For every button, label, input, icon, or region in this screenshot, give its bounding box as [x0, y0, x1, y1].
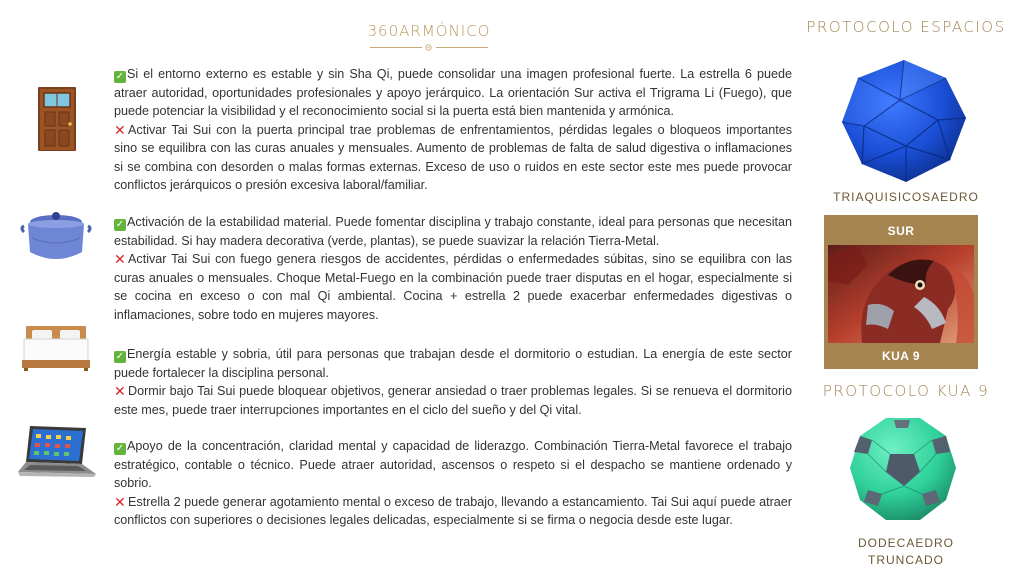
cross-mark-icon: ✕: [114, 251, 126, 267]
triakis-icosahedron-image: [838, 56, 970, 186]
negative-text: Activar Tai Sui con fuego genera riesgos de accidentes, pérdidas o enfermedades súbitas, sino se equilibra con las curas anuales o mensuales. Choque Metal-Fuego en la combinación puede traer disputas en el hogar, especialmente si se cocina en exceso o con mal Qi ambiental. Cocina + estrella 2 puede exacerbar enfermedades digestivas o inflamaciones, sobre todo en mujeres mayores.: [114, 252, 792, 322]
positive-paragraph: [114, 345, 792, 382]
positive-text: Activación de la estabilidad material. Puede fomentar disciplina y trabajo constante, ideal para personas que necesitan estabilidad. Si hay madera decorativa (verde, plantas), se puede suavizar la relación Tierra-Metal.: [114, 215, 792, 248]
positive-text: Apoyo de la concentración, claridad mental y capacidad de liderazgo. Combinación Tierra-Metal favorece el trabajo estratégico, contable o técnico. Puede atraer autoridad, ascensos o respeto si el despacho se mantiene ordenado y sobrio.: [114, 439, 792, 490]
positive-text: Energía estable y sobria, útil para personas que trabajan desde el dormitorio o estudian. La energía de este sector puede fortalecer la disciplina personal.: [114, 347, 792, 380]
positive-text: Si el entorno externo es estable y sin Sha Qi, puede consolidar una imagen profesional fuerte. La estrella 6 puede atraer autoridad, oportunidades profesionales y apoyo jerárquico. La orientación Sur activa el Trigrama Li (Fuego), que puede potenciar la visibilidad y el reconocimiento social si la puerta está bien mantenida y armónica.: [114, 67, 792, 118]
positive-paragraph: [114, 65, 792, 121]
section-door: [114, 65, 792, 195]
negative-text: Dormir bajo Tai Sui puede bloquear objetivos, generar ansiedad o traer problemas legales. Si se renueva el dormitorio este mes, puede traer interrupciones importantes en el ciclo del sueño y del Qi vital.: [114, 384, 792, 417]
door-icon: [37, 86, 77, 152]
section-kitchen: [114, 213, 792, 324]
bed-icon: [20, 324, 92, 372]
cross-mark-icon: ✕: [114, 121, 126, 138]
negative-paragraph: [114, 382, 792, 419]
logo-divider: [366, 42, 492, 52]
fire-horse-image: [828, 245, 974, 343]
check-mark-icon: ✓: [115, 219, 125, 230]
negative-text: Estrella 2 puede generar agotamiento mental o exceso de trabajo, llevando a estancamiento. Tai Sui aquí puede atraer conflictos con superiores o decisiones legales delicadas, especialmente si se firma o negocia desde este lugar.: [114, 494, 792, 527]
check-mark-icon: ✓: [115, 71, 125, 82]
negative-paragraph: [114, 121, 792, 195]
card-kua-number: KUA 9: [881, 349, 921, 363]
section-bedroom: [114, 345, 792, 419]
negative-text: Activar Tai Sui con la puerta principal trae problemas de enfrentamientos, pérdidas legales o bloqueos importantes sino se equilibra con las curas anuales y mensuales. Aumento de problemas de falta de salud digestiva o inflamaciones si se combina con desorden o malas formas externas. Exceso de uso o ruidos en este sector este mes puede provocar conflictos jerárquicos o presión excesiva laboral/familiar.: [114, 122, 792, 192]
truncated-dodecahedron-label: [803, 535, 1009, 569]
truncated-dodecahedron-image: [846, 414, 958, 526]
label-line-2: TRUNCADO: [868, 553, 944, 567]
brand-logo: [366, 22, 492, 52]
protocol-kua-title: PROTOCOLO KUA 9: [822, 382, 990, 400]
kua-card: [824, 215, 978, 369]
cross-mark-icon: ✕: [114, 383, 126, 399]
label-line-1: DODECAEDRO: [857, 536, 954, 550]
lotus-icon: [424, 43, 433, 52]
protocol-spaces-title: PROTOCOLO ESPACIOS: [806, 18, 1006, 36]
check-mark-icon: ✓: [115, 443, 125, 454]
section-office: [114, 437, 792, 530]
card-direction: SUR: [887, 224, 915, 238]
negative-paragraph: [114, 493, 792, 530]
check-mark-icon: ✓: [115, 351, 125, 362]
positive-paragraph: [114, 213, 792, 250]
brand-logo-text: 360ARMÓNICO: [367, 22, 491, 40]
cooking-pot-icon: [18, 208, 94, 264]
positive-paragraph: [114, 437, 792, 493]
negative-paragraph: [114, 250, 792, 324]
cross-mark-icon: ✕: [114, 493, 126, 510]
laptop-icon: [16, 424, 98, 482]
triakis-icosahedron-label: TRIAQUISICOSAEDRO: [833, 190, 979, 204]
